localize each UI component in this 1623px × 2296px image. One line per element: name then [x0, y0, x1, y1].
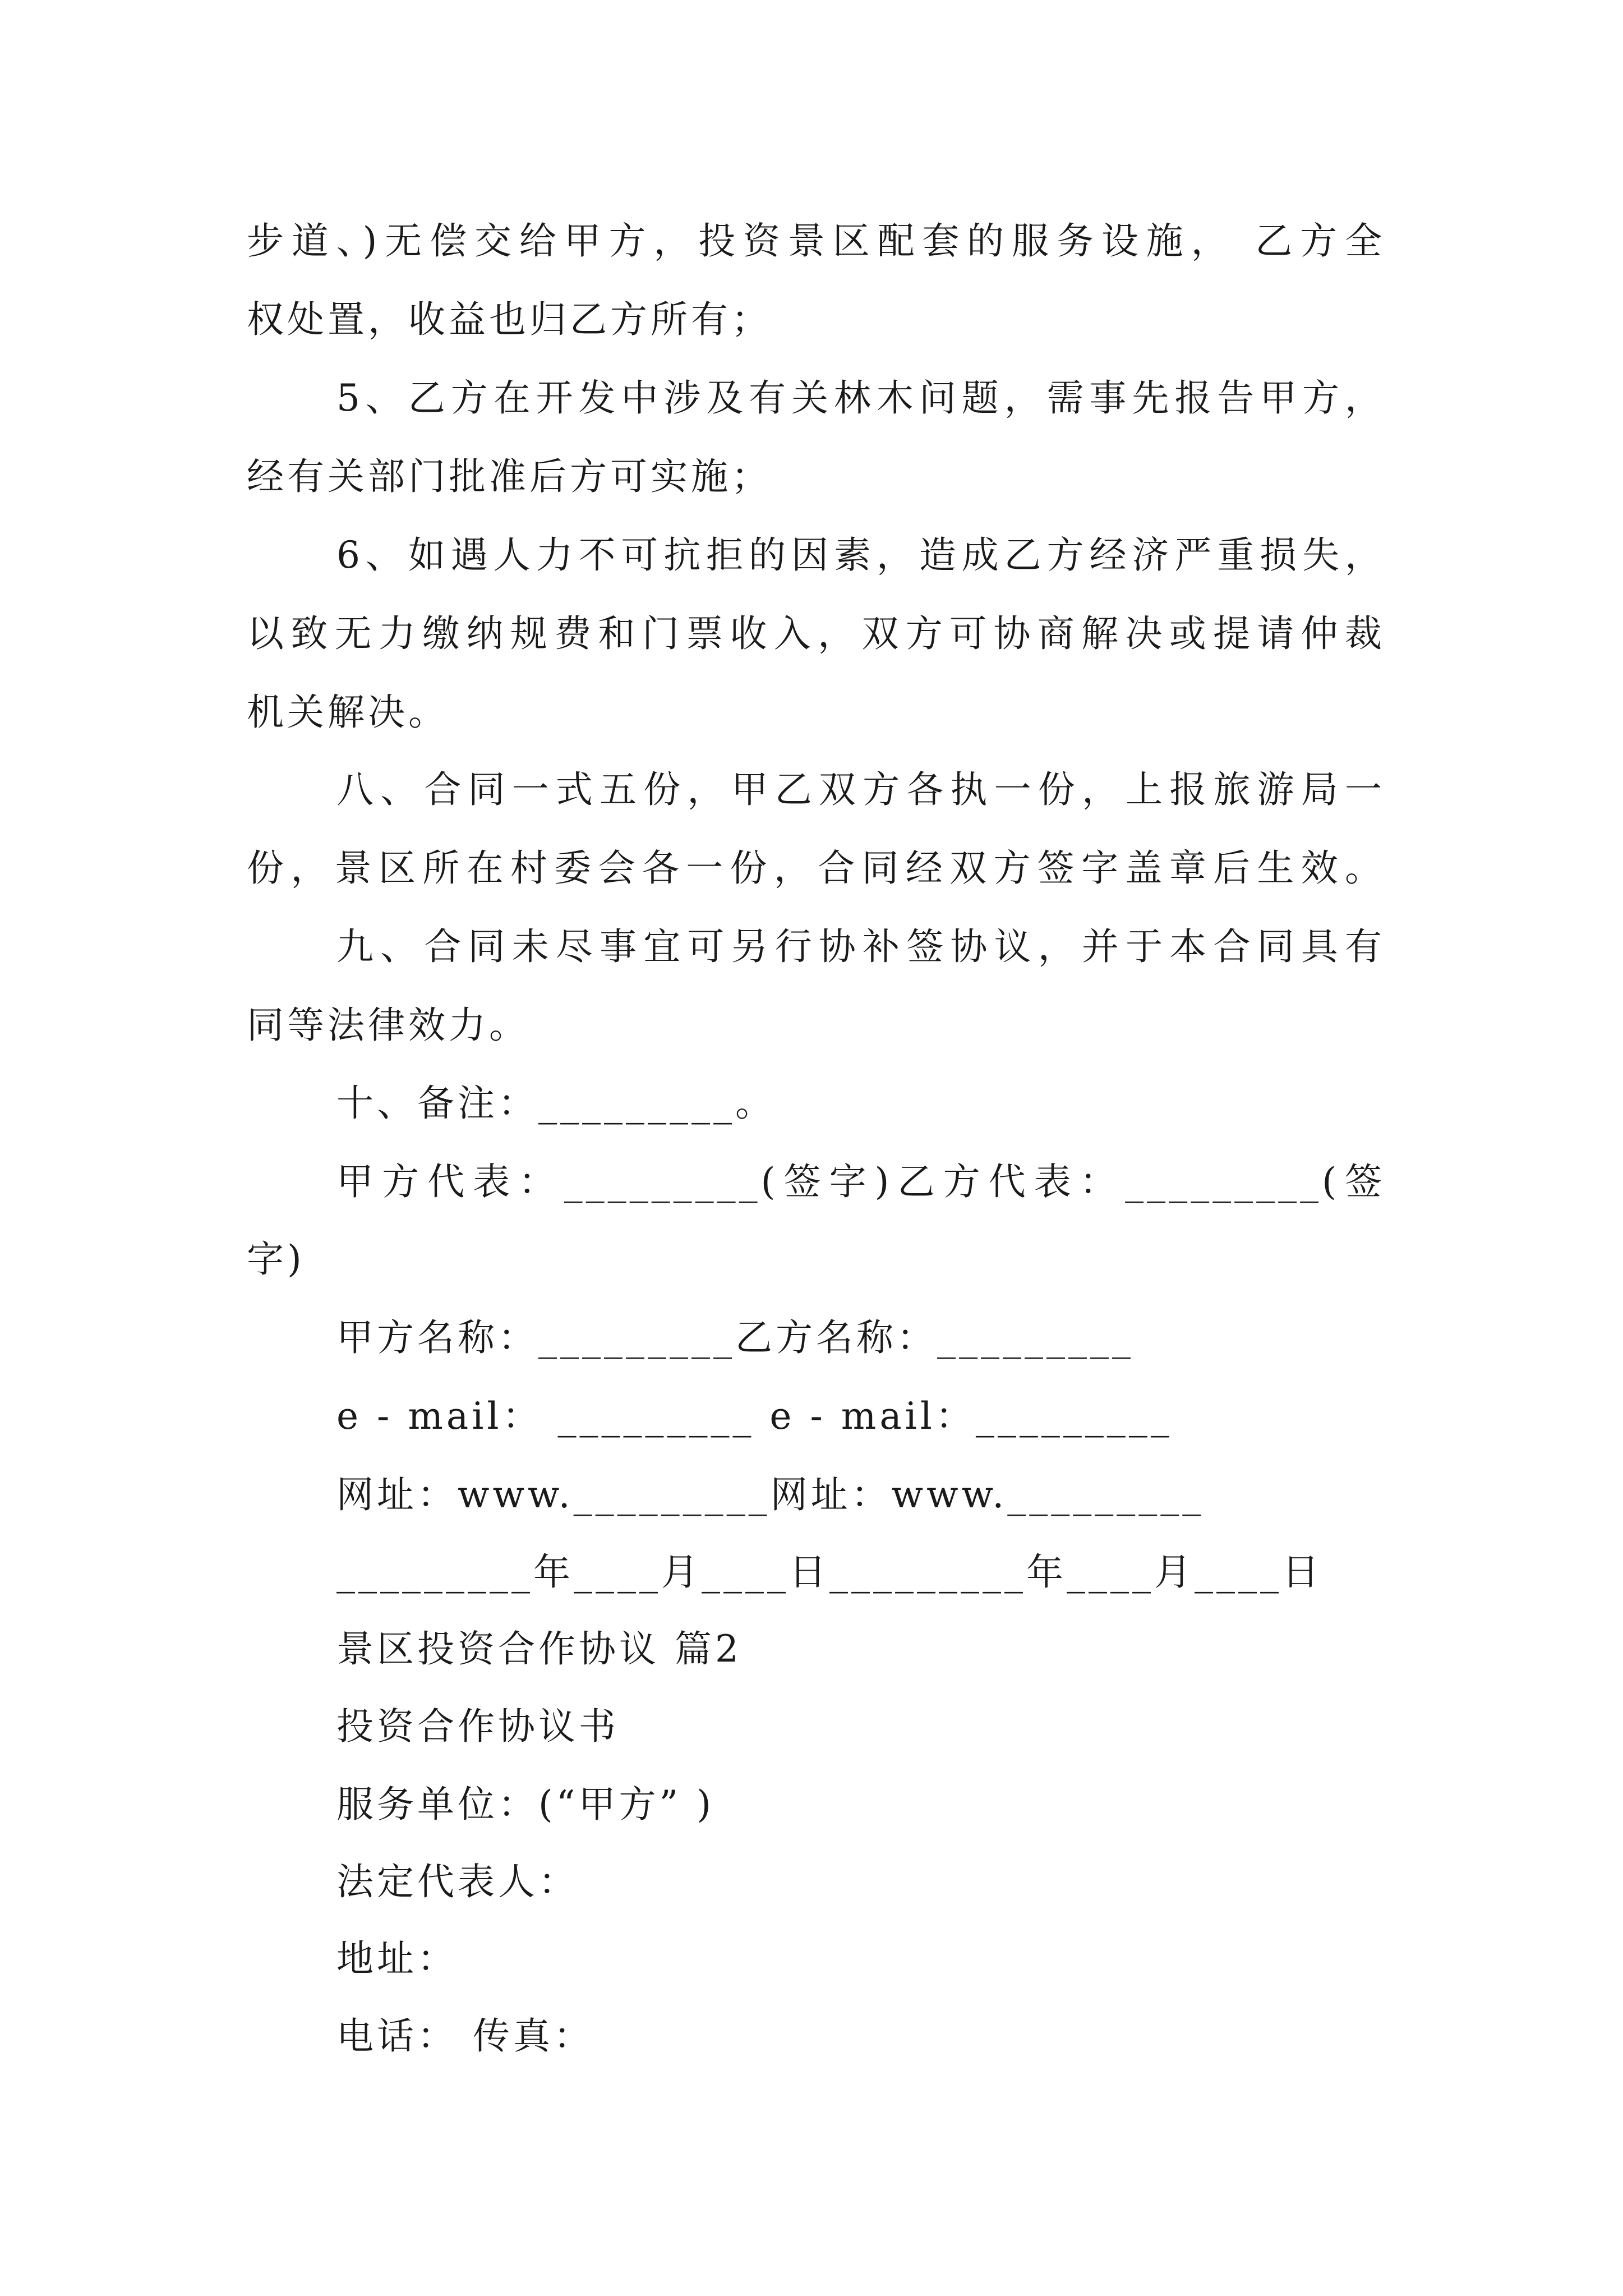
text-line-4: 经有关部门批准后方可实施； — [247, 455, 772, 498]
section-heading: 景区投资合作协议 篇2 — [336, 1627, 742, 1671]
text-line-11: 同等法律效力。 — [247, 1004, 529, 1047]
text-line-7: 机关解决。 — [247, 691, 449, 734]
text-line-16: e - mail： _________ e - mail：_________ — [336, 1395, 1173, 1438]
agreement-title: 投资合作协议书 — [336, 1705, 619, 1748]
text-line-17: 网址：www._________网址：www._________ — [336, 1473, 1205, 1516]
text-line-23: 地址： — [336, 1937, 458, 1980]
text-line-3: 5、乙方在开发中涉及有关林木问题，需事先报告甲方， — [336, 376, 1385, 420]
text-line-1: 步道、)无偿交给甲方，投资景区配套的服务设施， 乙方全 — [247, 219, 1385, 263]
text-line-9: 份，景区所在村委会各一份，合同经双方签字盖章后生效。 — [247, 846, 1385, 890]
text-line-8: 八、合同一式五份，甲乙双方各执一份，上报旅游局一 — [336, 768, 1385, 811]
text-line-5: 6、如遇人力不可抗拒的因素，造成乙方经济严重损失， — [336, 533, 1385, 577]
text-line-24: 电话： 传真： — [336, 2014, 594, 2058]
text-line-12: 十、备注：_________。 — [336, 1082, 776, 1125]
text-line-15: 甲方名称：_________乙方名称：_________ — [336, 1316, 1134, 1359]
text-line-10: 九、合同未尽事宜可另行协补签协议，并于本合同具有 — [336, 925, 1385, 968]
text-line-22: 法定代表人： — [336, 1860, 579, 1903]
text-line-2: 权处置，收益也归乙方所有； — [247, 298, 772, 341]
text-line-13: 甲方代表：_________(签字)乙方代表：_________(签 — [336, 1160, 1385, 1203]
text-line-21: 服务单位：(“甲方” ) — [336, 1783, 714, 1826]
text-line-18: _________年____月____日_________年____月____日 — [336, 1550, 1322, 1594]
text-line-14: 字) — [247, 1237, 305, 1281]
text-line-6: 以致无力缴纳规费和门票收入，双方可协商解决或提请仲裁 — [247, 612, 1385, 655]
